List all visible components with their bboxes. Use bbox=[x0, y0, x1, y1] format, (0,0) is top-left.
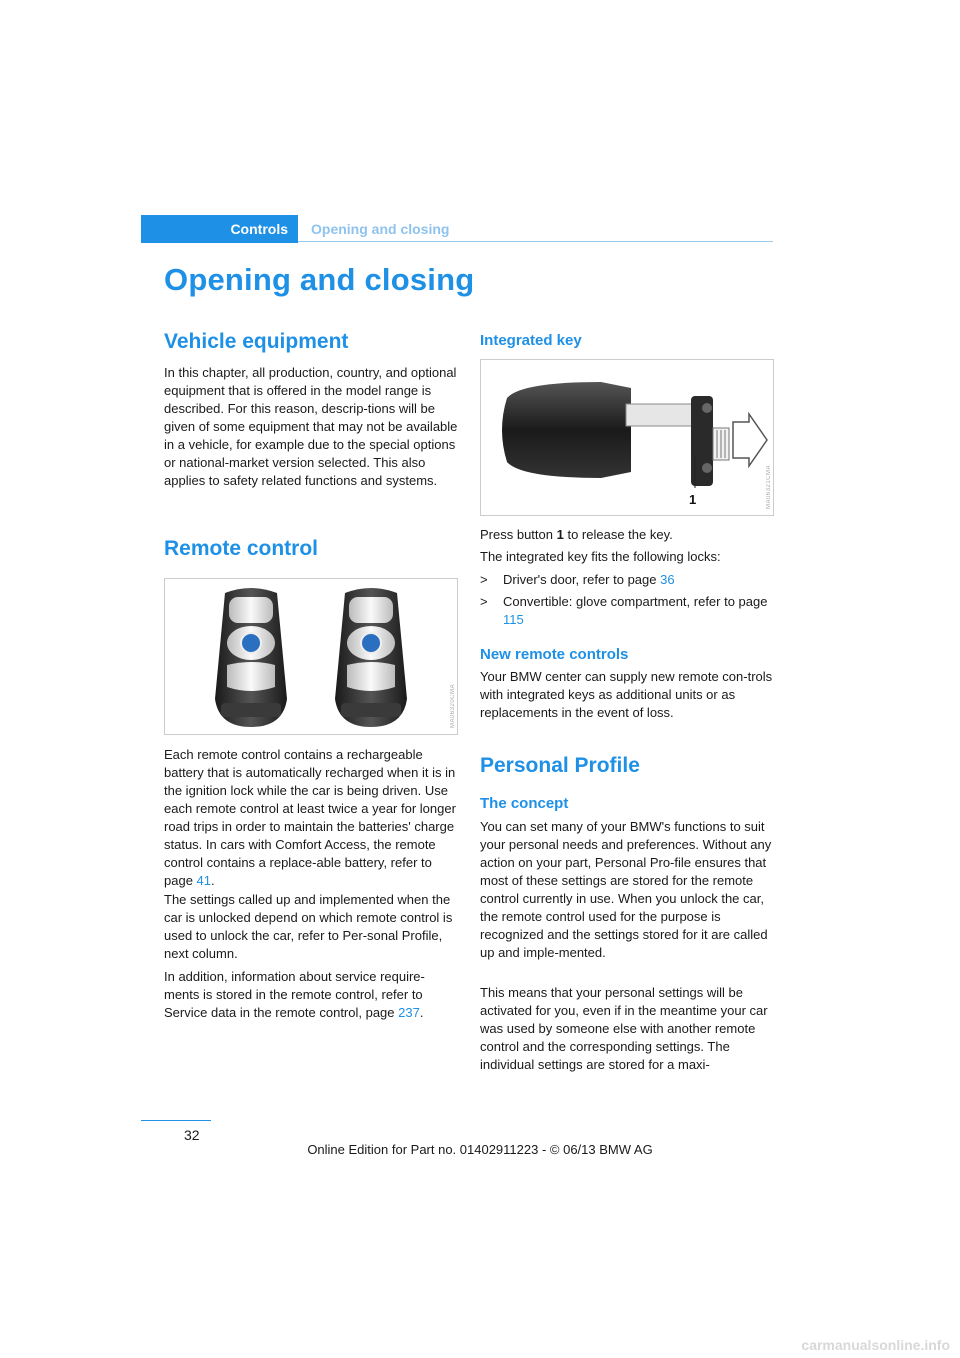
page-link-41[interactable]: 41 bbox=[196, 873, 212, 888]
figure-callout-1: 1 bbox=[689, 492, 697, 507]
press-button-text: Press button 1 to release the key. bbox=[480, 527, 673, 542]
remote-settings-text: The settings called up and implemented when the car is unlocked depend on which remote control is used to unlock the car, refer to Per-sonal Profile, next column. bbox=[164, 892, 453, 961]
page-link-237[interactable]: 237 bbox=[398, 1005, 420, 1020]
heading-vehicle-equipment: Vehicle equipment bbox=[164, 330, 349, 353]
service-data-text: In addition, information about service require-ments is stored in the remote control, refer to Service data in the remote control, page 237. bbox=[164, 969, 425, 1020]
section-tab: Controls bbox=[141, 215, 298, 243]
page-number: 32 bbox=[184, 1127, 200, 1143]
remote-control-figure bbox=[164, 578, 458, 735]
running-header bbox=[141, 215, 773, 243]
subsection-label: Opening and closing bbox=[311, 221, 450, 237]
integrated-key-illustration bbox=[481, 360, 773, 515]
new-remote-text: Your BMW center can supply new remote con-trols with integrated keys as additional units or as replacements in the event of loss. bbox=[480, 669, 773, 720]
page-link-36[interactable]: 36 bbox=[660, 572, 675, 587]
remote-keys-illustration bbox=[165, 579, 457, 734]
edition-notice: Online Edition for Part no. 01402911223 - © 06/13 BMW AG bbox=[307, 1142, 653, 1157]
list-item: > Driver's door, refer to page 36 bbox=[480, 572, 675, 587]
footer-rule bbox=[141, 1120, 211, 1121]
heading-integrated-key: Integrated key bbox=[480, 332, 582, 349]
concept-text-1: You can set many of your BMW's functions to suit your personal needs and preferences. Without any action on your part, Personal Pro-file ensures that most of these settings are stored for the remote control currently in use. When you unlock the car, the remote control used for the purpose is recognized and the settings stored for it are called up and imple-mented. bbox=[480, 819, 772, 960]
heading-new-remote-controls: New remote controls bbox=[480, 646, 629, 663]
remote-battery-text: Each remote control contains a rechargeable battery that is automatically recharged when it is in the ignition lock while the car is being driven. Use each remote control at least twice a year for longer road trips in order to maintain the batteries' charge status. In cars with Comfort Access, the remote control contains a replace-able battery, refer to page 41. bbox=[164, 747, 456, 888]
list-item: > Convertible: glove compartment, refer to page 115 bbox=[480, 594, 768, 627]
heading-the-concept: The concept bbox=[480, 795, 569, 812]
vehicle-equipment-text: In this chapter, all production, country, and optional equipment that is offered in the model range is described. For this reason, descrip-tions will be given of some equipment that may not be available in a vehicle, for example due to the special options or national-market version selected. This also applies to safety related functions and systems. bbox=[164, 365, 458, 488]
figure-code: MA06320CMA bbox=[450, 683, 456, 728]
key-fits-text: The integrated key fits the following locks: bbox=[480, 549, 721, 564]
watermark: carmanualsonline.info bbox=[801, 1337, 950, 1353]
page-link-115[interactable]: 115 bbox=[503, 612, 524, 627]
integrated-key-figure bbox=[480, 359, 774, 516]
key-fob-icon bbox=[502, 382, 713, 486]
header-rule bbox=[298, 241, 773, 242]
remote-key-right-icon bbox=[335, 588, 407, 727]
remote-key-left-icon bbox=[215, 588, 287, 727]
page-title: Opening and closing bbox=[164, 262, 475, 297]
heading-personal-profile: Personal Profile bbox=[480, 754, 640, 777]
heading-remote-control: Remote control bbox=[164, 537, 319, 560]
figure-code: MA06321CMA bbox=[766, 464, 772, 509]
concept-text-2: This means that your personal settings will be activated for you, even if in the meantime your car was used by someone else with another remote control and the corresponding settings. The individual settings are stored for a maxi- bbox=[480, 985, 768, 1072]
arrow-right-icon bbox=[733, 414, 767, 466]
